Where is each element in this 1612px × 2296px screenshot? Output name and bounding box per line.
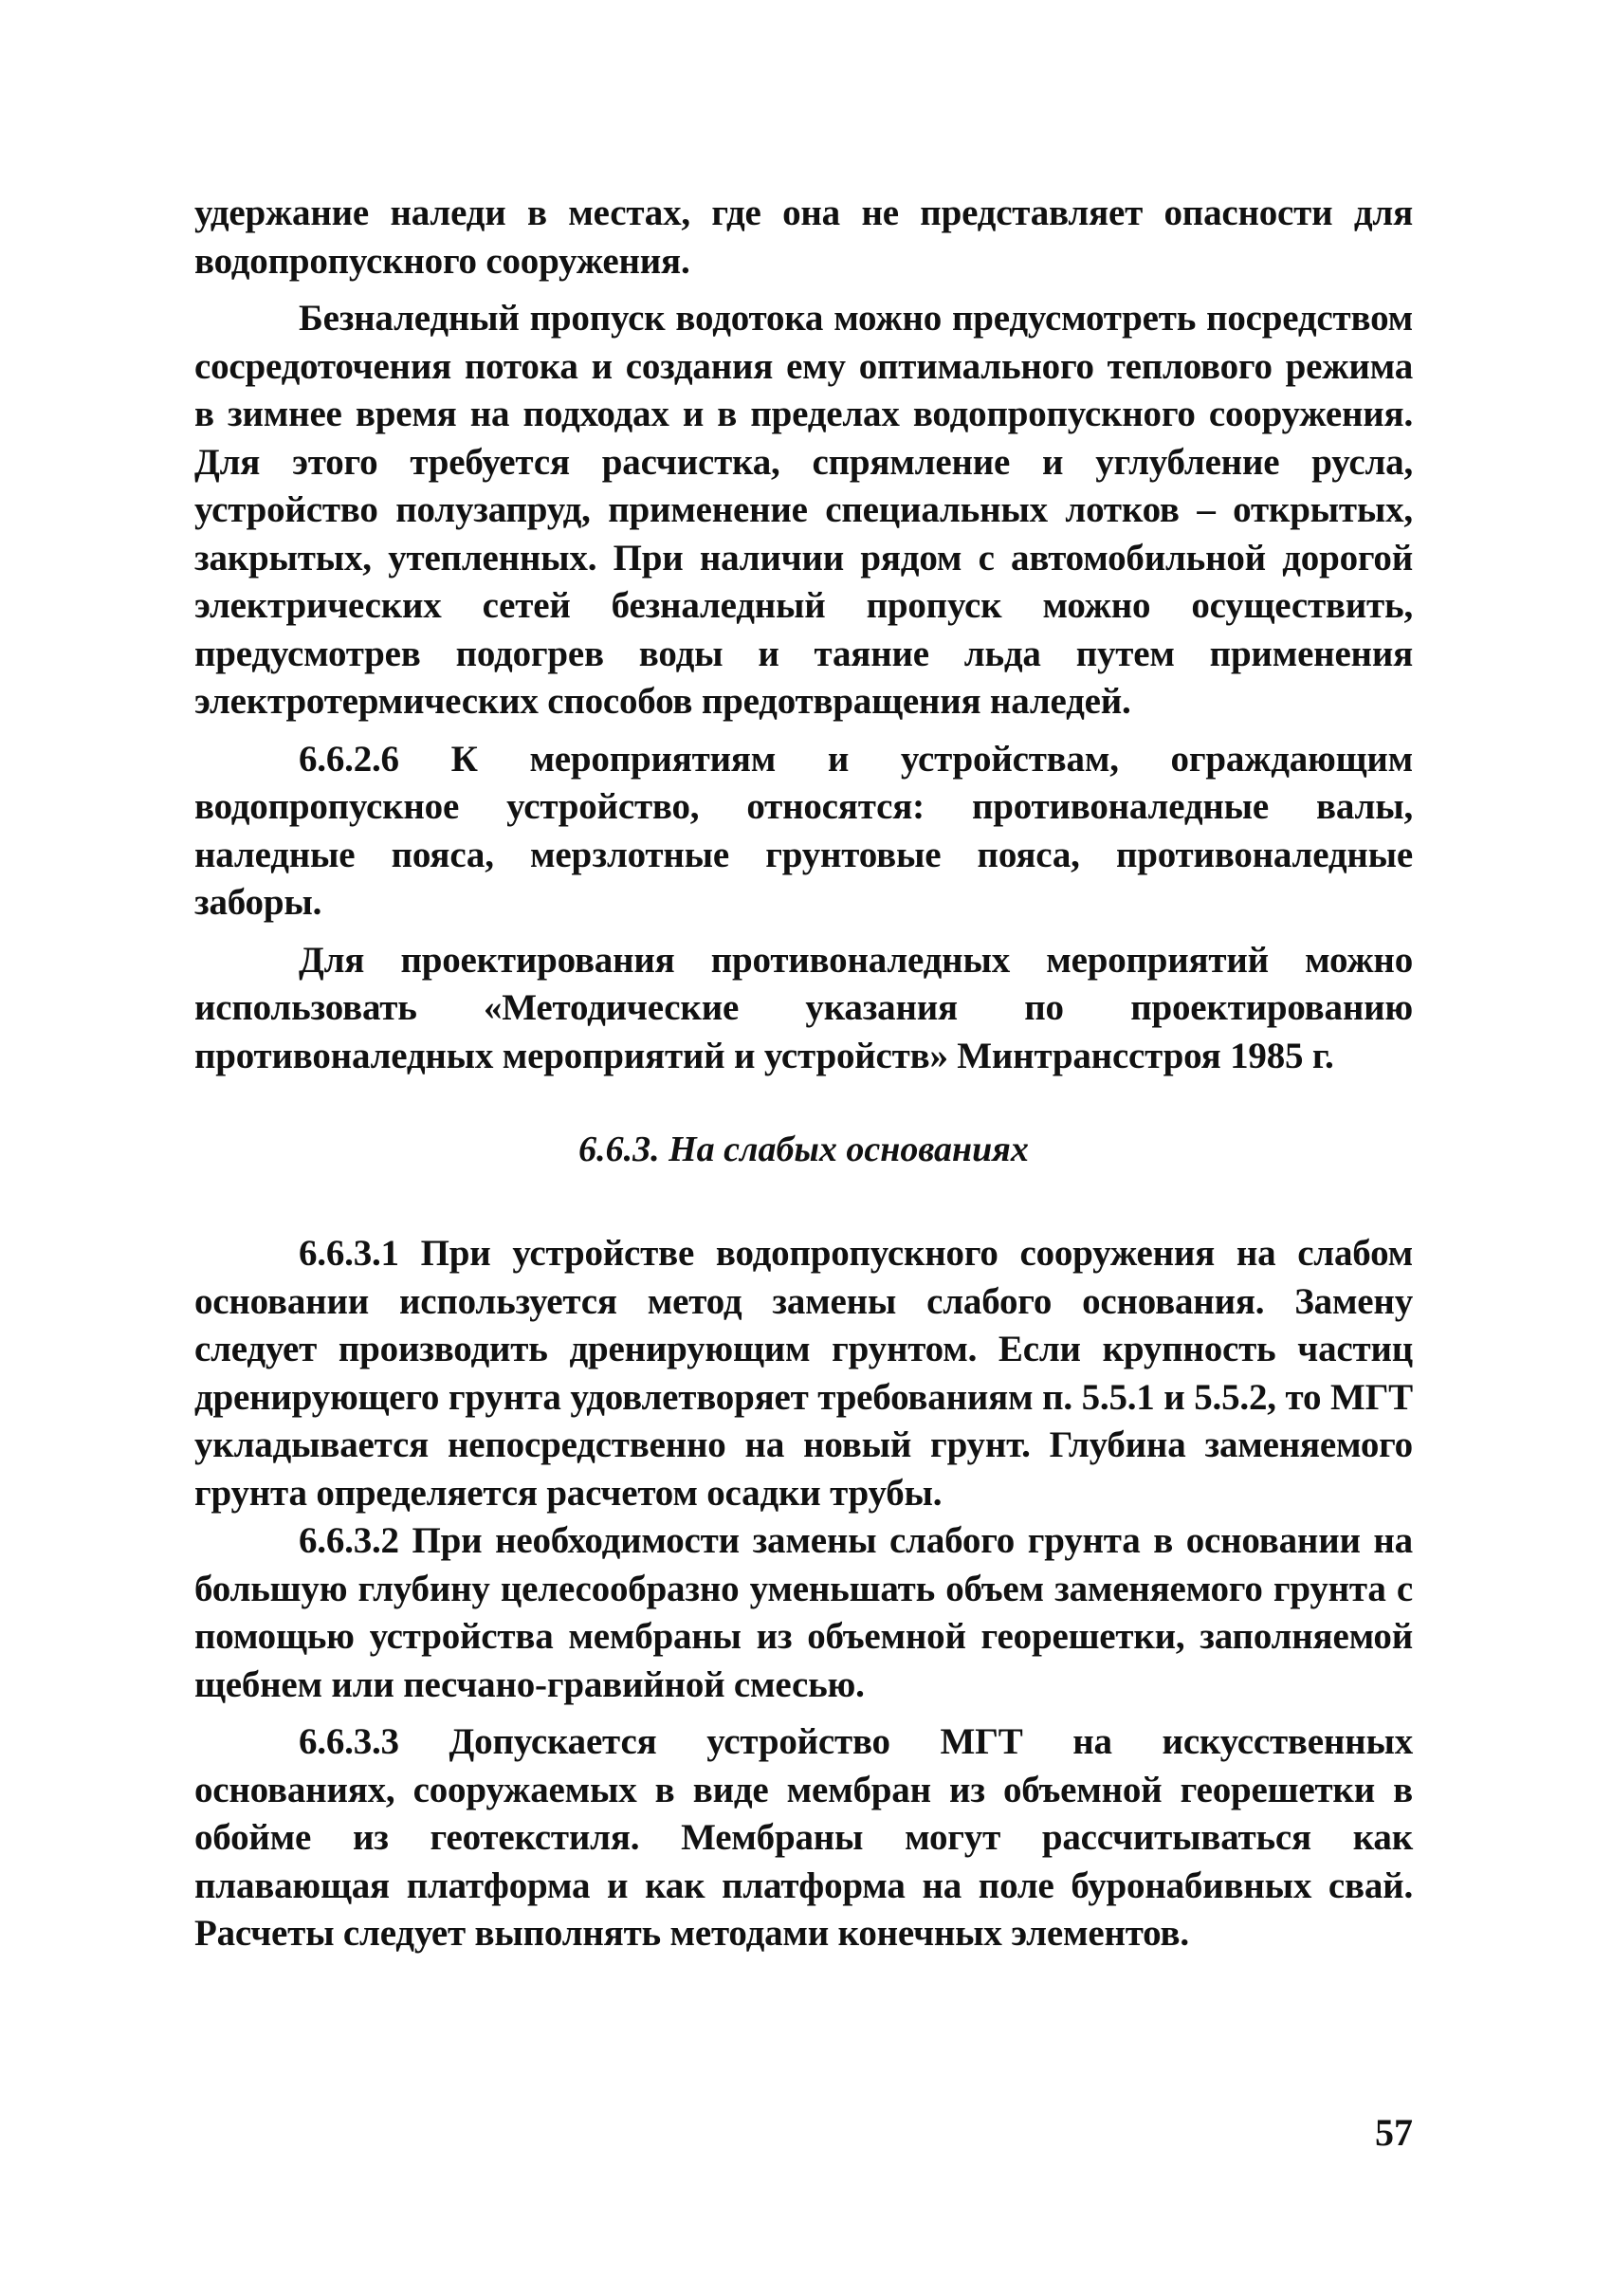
paragraph-6-6-2-6: 6.6.2.6 К мероприятиям и устройствам, ограждающим водопропускное устройство, относятся: противоналедные валы, наледные пояса, мерзлотные грунтовые пояса, противоналедные заборы. — [194, 738, 1413, 923]
paragraph-6-6-3-3: 6.6.3.3 Допускается устройство МГТ на искусственных основаниях, сооружаемых в виде мембран из объемной георешетки в обойме из геотекстиля. Мембраны могут рассчитываться как плавающая платформа и как платформа на поле буронабивных свай. Расчеты следует выполнять методами конечных элементов. — [194, 1721, 1413, 1954]
text-column — [194, 190, 1413, 1958]
section-heading: 6.6.3. На слабых основаниях — [578, 1130, 1029, 1169]
page-number: 57 — [1375, 2111, 1413, 2154]
paragraph-6-6-3-2: 6.6.3.2 При необходимости замены слабого грунта в основании на большую глубину целесообразно уменьшать объем заменяемого грунта с помощью устройства мембраны из объемной георешетки, заполняемой щебнем или песчано-гравийной смесью. — [194, 1520, 1413, 1705]
paragraph-6-6-3-1: 6.6.3.1 При устройстве водопропускного сооружения на слабом основании используется метод замены слабого основания. Замену следует производить дренирующим грунтом. Если крупность частиц дренирующего грунта удовлетворяет требованиям п. 5.5.1 и 5.5.2, то МГТ укладывается непосредственно на новый грунт. Глубина заменяемого грунта определяется расчетом осадки трубы. — [194, 1233, 1413, 1514]
paragraph-ice-free-passage: Безналедный пропуск водотока можно предусмотреть посредством сосредоточения потока и создания ему оптимального теплового режима в зимнее время на подходах и в пределах водопропускного сооружения. Для этого требуется расчистка, спрямление и углубление русла, устройство полузапруд, применение специальных лотков – открытых, закрытых, утепленных. При наличии рядом с автомобильной дорогой электрических сетей безналедный пропуск можно осуществить, предусмотрев подогрев воды и таяние льда путем применения электротермических способов предотвращения наледей. — [194, 298, 1413, 722]
paragraph-continuation: удержание наледи в местах, где она не представляет опасности для водопропускного сооружения. — [194, 193, 1413, 282]
paragraph-guidelines-reference: Для проектирования противоналедных мероприятий можно использовать «Методические указания по проектированию противоналедных мероприятий и устройств» Минтрансстроя 1985 г. — [194, 939, 1413, 1076]
